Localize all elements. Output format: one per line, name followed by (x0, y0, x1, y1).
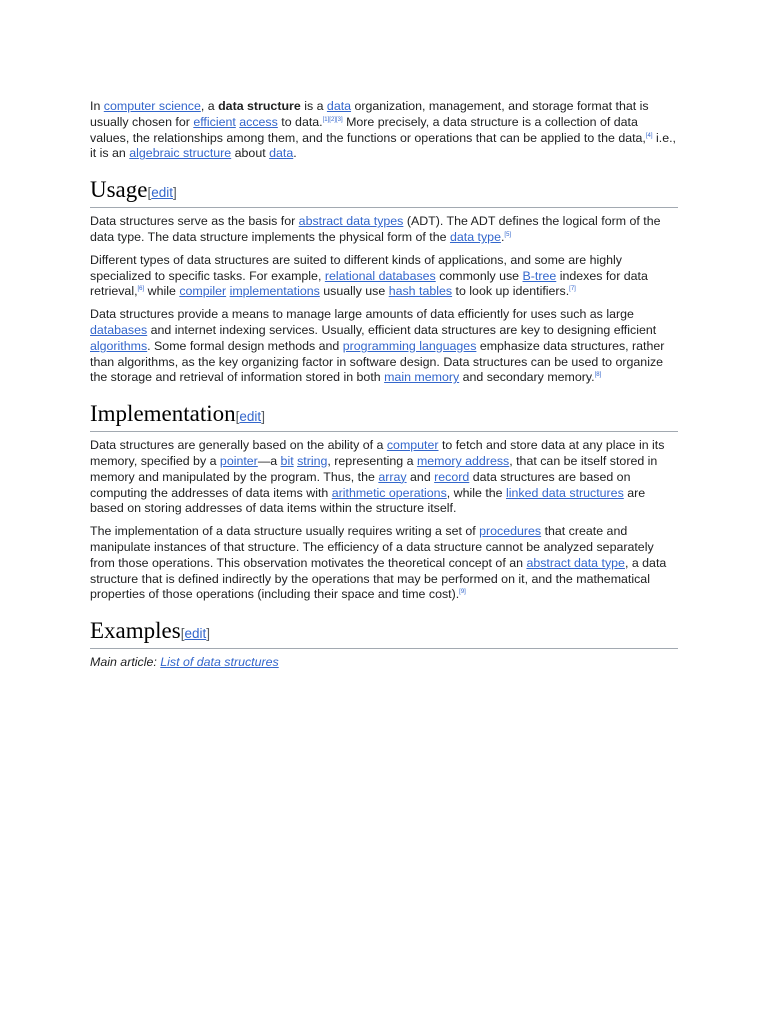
text: commonly use (435, 268, 523, 283)
link-b-tree[interactable]: B-tree (522, 268, 557, 283)
text: Data structures provide a means to manage large amounts of data efficiently for uses such as large (90, 307, 634, 322)
reference-link[interactable]: [5] (504, 231, 512, 238)
reference-link[interactable]: [9] (459, 589, 466, 596)
text: are based on storing addresses of data items within the structure itself. (90, 485, 646, 516)
text: to fetch and store data at any place in its memory, specified by a (90, 438, 665, 468)
bracket: ] (206, 626, 211, 642)
link-databases[interactable]: databases (90, 322, 148, 337)
text: , a data structure that is defined indirectly by the operations that may be performed on it, and the mathematical properties of those operations (including their space and time cost). (90, 555, 667, 602)
link-access[interactable]: access (239, 114, 278, 129)
edit-link-examples[interactable]: edit (184, 626, 207, 642)
section-heading-examples (90, 617, 678, 649)
text: . Some formal design methods and (147, 338, 343, 353)
implementation-paragraph-2 (90, 524, 678, 603)
reference-link[interactable]: [4] (645, 132, 653, 139)
text: to look up identifiers. (452, 284, 570, 299)
text: indexes for data retrieval, (90, 268, 648, 299)
text: In (90, 99, 104, 113)
bracket: [ (180, 626, 185, 642)
edit-link-implementation[interactable]: edit (239, 409, 262, 425)
text: , while the (446, 485, 506, 500)
text: and (406, 469, 435, 484)
text: to data. (277, 114, 323, 129)
section-heading-implementation (90, 400, 678, 432)
reference-link[interactable]: [7] (569, 286, 576, 293)
heading-text: Examples (90, 618, 181, 644)
text: —a (257, 453, 281, 468)
text: Data structures are generally based on the ability of a (90, 438, 387, 453)
text: while (144, 284, 180, 299)
text: (ADT). The ADT defines the logical form of the data type. The data structure implements the physical form of the (90, 214, 661, 244)
link-linked-data-structures[interactable]: linked data structures (506, 485, 624, 500)
link-efficient[interactable]: efficient (193, 114, 236, 129)
edit-section (181, 626, 210, 641)
text: , that can be itself stored in memory and manipulated by the program. Thus, the (90, 453, 658, 484)
text: emphasize data structures, rather than algorithms, as the key organizing factor in software design. Data structures can be used to organize the storage and retrieval of information stored in both (90, 338, 665, 385)
link-relational-databases[interactable]: relational databases (324, 268, 436, 283)
text: organization, management, and storage format that is usually chosen for (90, 99, 649, 129)
link-algebraic-structure[interactable]: algebraic structure (129, 146, 232, 161)
hatnote-prefix: Main article: (90, 655, 161, 670)
link-abstract-data-type[interactable]: abstract data type (526, 555, 625, 570)
usage-paragraph-2 (90, 253, 678, 300)
link-array[interactable]: array (378, 469, 407, 484)
link-compiler[interactable]: compiler (179, 284, 227, 299)
link-data[interactable]: data (326, 99, 352, 113)
text: Data structures serve as the basis for (90, 214, 299, 229)
link-arithmetic-operations[interactable]: arithmetic operations (331, 485, 447, 500)
text: , a (200, 99, 219, 113)
text: about (231, 146, 270, 161)
heading-text: Implementation (90, 401, 236, 427)
reference-link[interactable]: [1][2][3] (322, 116, 343, 123)
link-data-type[interactable]: data type (449, 229, 501, 244)
text: usually use (319, 284, 389, 299)
link-programming-languages[interactable]: programming languages (342, 338, 477, 353)
link-data[interactable]: data (269, 146, 294, 161)
text: The implementation of a data structure usually requires writing a set of (90, 524, 480, 539)
text: , representing a (327, 453, 417, 468)
link-bit[interactable]: bit (280, 453, 294, 468)
text: data structures are based on computing the addresses of data items with (90, 469, 631, 500)
link-implementations[interactable]: implementations (229, 284, 320, 299)
text: that create and manipulate instances of that structure. The efficiency of a data structure cannot be analyzed separately from those operations. This observation motivates the theoretical concept of an (90, 524, 654, 570)
bracket: ] (173, 185, 177, 201)
link-computer-science[interactable]: computer science (103, 99, 201, 113)
usage-paragraph-3 (90, 307, 678, 386)
link-string[interactable]: string (297, 453, 328, 468)
section-heading-usage (90, 176, 678, 208)
link-record[interactable]: record (434, 469, 470, 484)
text: Different types of data structures are suited to different kinds of applications, and some are highly specialized to specific tasks. For example, (90, 252, 622, 283)
reference-link[interactable]: [6] (137, 286, 145, 293)
bracket: [ (147, 185, 152, 201)
link-pointer[interactable]: pointer (219, 453, 258, 468)
edit-section (147, 185, 176, 200)
text: . (293, 146, 297, 161)
implementation-paragraph-1 (90, 438, 678, 517)
edit-section (236, 409, 265, 424)
edit-link-usage[interactable]: edit (151, 185, 174, 201)
text: is a (300, 99, 327, 113)
intro-paragraph (90, 99, 678, 162)
text: i.e., it is an (90, 130, 676, 161)
link-memory-address[interactable]: memory address (416, 453, 510, 468)
bracket: [ (235, 409, 240, 425)
link-algorithms[interactable]: algorithms (90, 338, 148, 353)
link-procedures[interactable]: procedures (479, 524, 542, 539)
heading-text: Usage (90, 177, 148, 203)
link-main-memory[interactable]: main memory (384, 370, 460, 385)
bracket: ] (261, 409, 265, 425)
text: More precisely, a data structure is a collection of data values, the relationships among them, and the functions or operations that can be applied to the data, (90, 114, 646, 145)
main-article-hatnote (90, 655, 678, 671)
link-list-of-data-structures[interactable]: List of data structures (160, 655, 279, 670)
article-body (90, 99, 678, 678)
link-computer[interactable]: computer (386, 438, 439, 453)
reference-link[interactable]: [8] (594, 372, 602, 379)
link-hash-tables[interactable]: hash tables (388, 284, 453, 299)
text: and secondary memory. (459, 370, 595, 385)
text: and internet indexing services. Usually, efficient data structures are key to designing efficient (147, 322, 657, 337)
usage-paragraph-1 (90, 214, 678, 246)
term-data-structure: data structure (218, 99, 301, 113)
text: . (500, 229, 505, 244)
link-abstract-data-types[interactable]: abstract data types (298, 214, 404, 229)
